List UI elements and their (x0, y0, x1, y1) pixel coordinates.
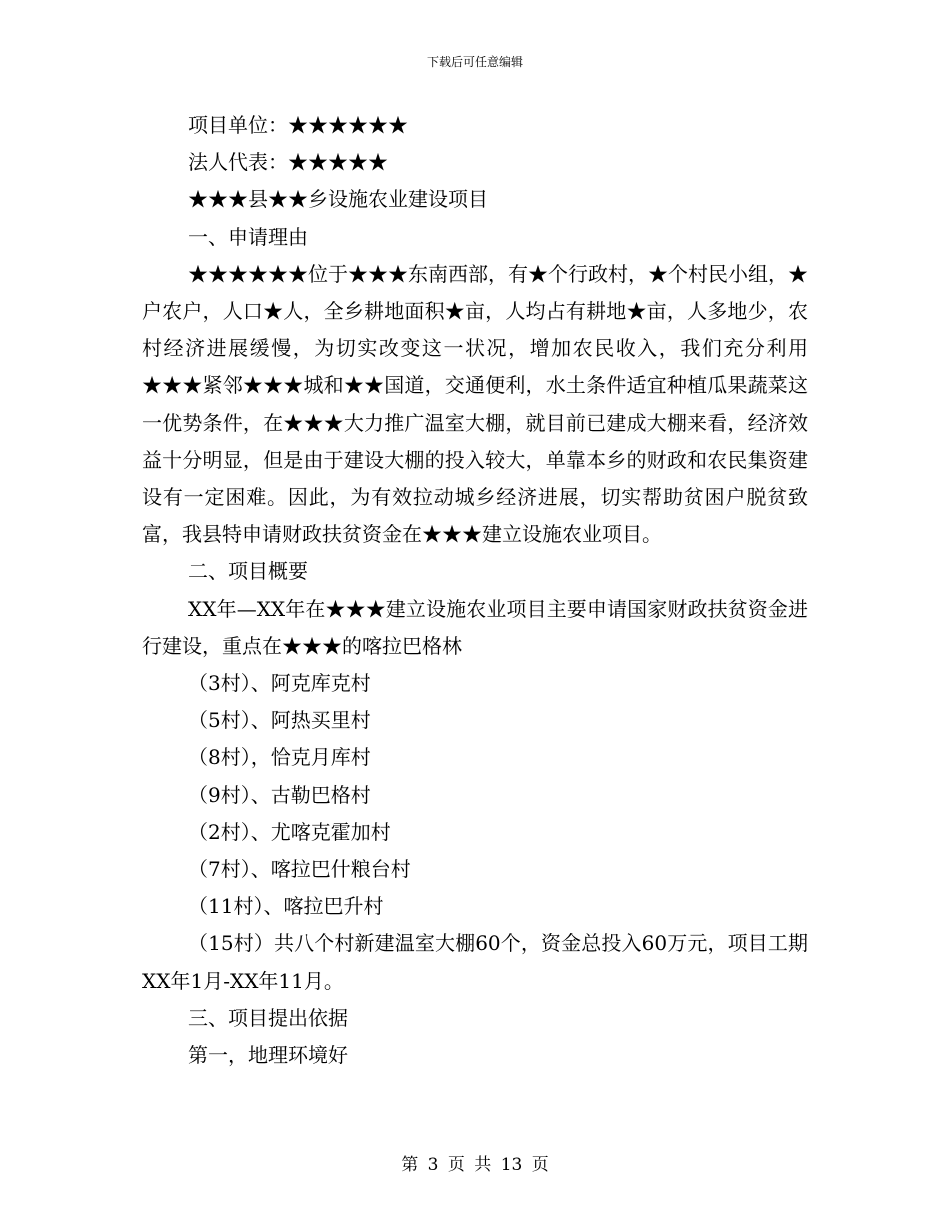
project-scope-paragraph: （15村）共八个村新建温室大棚60个，资金总投入60万元，项目工期XX年1月-XX年11月。 (142, 931, 808, 993)
section-heading-application-reason: 一、申请理由 (188, 224, 308, 249)
page-number-footer: 第 3 页 共 13 页 (401, 1155, 549, 1175)
section-heading-project-summary: 二、项目概要 (188, 559, 308, 584)
document-body (142, 107, 808, 1074)
legal-representative-line: 法人代表：★★★★★ (188, 150, 388, 175)
project-unit-line: 项目单位：★★★★★★ (188, 113, 408, 137)
basis-first-point: 第一，地理环境好 (188, 1043, 348, 1068)
village-list-item: （8村），恰克月库村 (188, 745, 371, 770)
village-list-item: （7村）、喀拉巴什粮台村 (188, 857, 411, 882)
village-list-item: （2村）、尤喀克霍加村 (188, 819, 391, 844)
village-list-item: （3村）、阿克库克村 (188, 671, 371, 696)
page-header-note: 下载后可任意编辑 (426, 55, 523, 69)
section-heading-project-basis: 三、项目提出依据 (188, 1005, 348, 1030)
application-reason-paragraph: ★★★★★★位于★★★东南西部，有★个行政村，★个村民小组，★户农户，人口★人，全乡耕地面积★亩，人均占有耕地★亩，人多地少，农村经济进展缓慢，为切实改变这一状况，增加农民收入，我们充分利用★★★紧邻★★★城和★★国道，交通便利，水土条件适宜种植瓜果蔬菜这一优势条件，在★★★大力推广温室大棚，就目前已建成大棚来看，经济效益十分明显，但是由于建设大棚的投入较大，单靠本乡的财政和农民集资建设有一定困难。因此，为有效拉动城乡经济进展，切实帮助贫困户脱贫致富，我县特申请财政扶贫资金在★★★建立设施农业项目。 (142, 261, 808, 547)
village-list-item: （11村）、喀拉巴升村 (188, 894, 384, 919)
project-summary-paragraph: XX年—XX年在★★★建立设施农业项目主要申请国家财政扶贫资金进行建设，重点在★★★的喀拉巴格林 (142, 596, 808, 658)
village-list-item: （5村）、阿热买里村 (188, 708, 371, 733)
village-list-item: （9村）、古勒巴格村 (188, 782, 371, 807)
project-title: ★★★县★★乡设施农业建设项目 (188, 187, 488, 212)
